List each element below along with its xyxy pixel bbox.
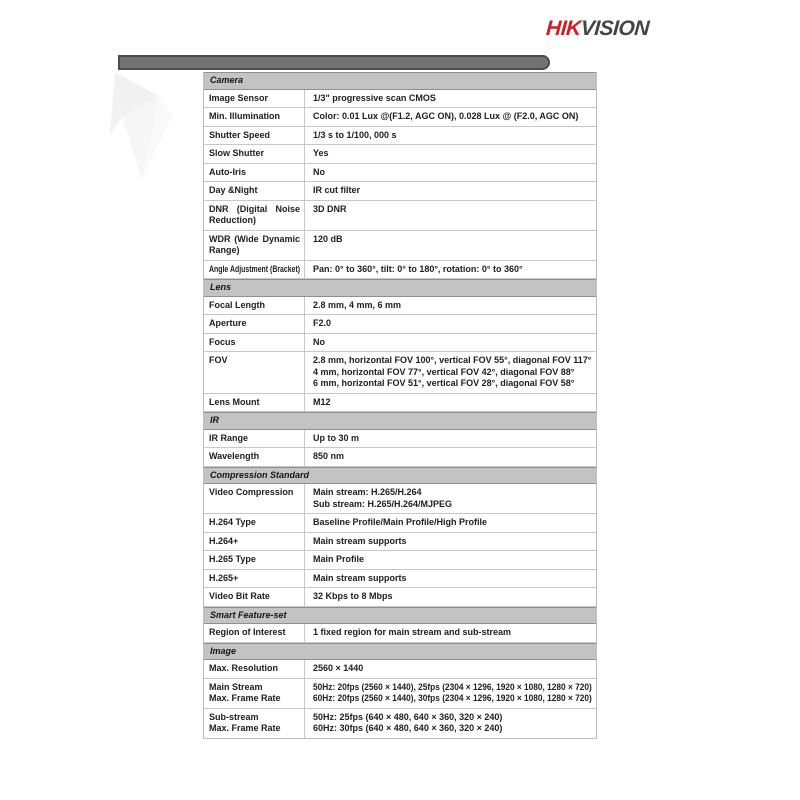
spec-value-line: 60Hz: 30fps (640 × 480, 640 × 360, 320 × 240) [313,723,503,733]
table-row [204,127,596,146]
spec-label [204,660,305,678]
section-header-image: Image [204,643,596,661]
spec-label-line: Slow Shutter [209,148,265,158]
section-header-ir: IR [204,412,596,430]
spec-value [305,352,596,393]
spec-value [305,660,596,678]
spec-label-line: Aperture [209,318,247,328]
table-row [204,624,596,643]
spec-label [204,352,305,393]
spec-label [204,570,305,588]
spec-label-line: IR Range [209,432,249,443]
spec-value [305,90,596,108]
table-row [204,334,596,353]
spec-value [305,551,596,569]
spec-label-line: Angle Adjustment (Bracket) [209,263,301,274]
spec-value [305,315,596,333]
spec-label-line: Lens Mount [209,396,260,407]
spec-value-line: 60Hz: 20fps (2560 × 1440), 30fps (2304 × 1296, 1920 × 1080, 1280 × 720) [313,693,592,703]
spec-label-line: Image Sensor [209,92,269,103]
spec-value-line: Main Profile [313,554,365,564]
spec-label-line: Max. Frame Rate [209,723,281,733]
spec-label [204,315,305,333]
spec-label-line: Main Stream [209,681,263,692]
table-row [204,551,596,570]
table-row [204,297,596,316]
table-row [204,570,596,589]
spec-label [204,533,305,551]
table-row [204,261,596,280]
spec-table [203,72,597,739]
spec-value-line: Color: 0.01 Lux @(F1.2, AGC ON), 0.028 Lux @ (F2.0, AGC ON) [313,111,579,121]
watermark-arrow [110,72,172,180]
spec-label: WDR (Wide Dynamic Range) [204,231,305,260]
spec-label [204,145,305,163]
spec-label-line: Focal Length [209,299,265,310]
spec-value-line: Yes [313,148,329,158]
spec-label [204,394,305,412]
spec-value-line: 1/3" progressive scan CMOS [313,92,436,103]
spec-value-line: Main stream supports [313,572,407,583]
spec-label [204,709,305,738]
spec-value-line: 4 mm, horizontal FOV 77°, vertical FOV 42°, diagonal FOV 88° [313,366,575,377]
spec-label [204,127,305,145]
spec-label [204,514,305,532]
spec-value [305,430,596,448]
spec-label [204,297,305,315]
spec-label-line: Focus [209,336,236,347]
spec-value-line: IR cut filter [313,185,361,195]
spec-label [204,334,305,352]
spec-label [204,182,305,200]
spec-label [204,624,305,642]
table-row [204,679,596,709]
spec-label-line: Wavelength [209,451,260,461]
spec-value-line: 6 mm, horizontal FOV 51°, vertical FOV 28°, diagonal FOV 58° [313,378,575,388]
table-row [204,164,596,183]
spec-value-line: 2560 × 1440 [313,663,364,673]
spec-value-line: F2.0 [313,318,332,328]
spec-value-line: 50Hz: 25fps (640 × 480, 640 × 360, 320 × 240) [313,711,503,722]
spec-label-line: Video Bit Rate [209,591,270,601]
spec-value-line: 1 fixed region for main stream and sub-stream [313,627,512,637]
spec-label-line: Video Compression [209,487,294,497]
spec-value-line: Main stream: H.265/H.264 [313,487,422,497]
spec-value [305,334,596,352]
section-header-camera: Camera [204,72,596,90]
spec-value [305,108,596,126]
spec-value [305,201,596,230]
spec-label [204,108,305,126]
spec-label [204,430,305,448]
header-divider-bar [118,55,550,70]
table-row [204,182,596,201]
spec-value-line: Up to 30 m [313,432,360,443]
spec-label [204,261,305,279]
spec-label-line: Max. Frame Rate [209,693,281,703]
spec-label [204,164,305,182]
spec-value [305,145,596,163]
spec-value [305,514,596,532]
table-row [204,430,596,449]
section-header-lens: Lens [204,279,596,297]
spec-value [305,164,596,182]
spec-label-line: FOV [209,355,228,365]
spec-label [204,679,305,708]
table-row [204,514,596,533]
table-row [204,231,596,261]
spec-value-line: 2.8 mm, horizontal FOV 100°, vertical FOV 55°, diagonal FOV 117° [313,355,592,365]
spec-value [305,182,596,200]
table-row [204,145,596,164]
spec-value-line: M12 [313,396,331,407]
spec-value [305,297,596,315]
spec-value [305,448,596,466]
spec-label-line: Min. Illumination [209,111,280,121]
spec-value [305,127,596,145]
spec-value [305,261,596,279]
spec-value [305,588,596,606]
spec-value-line: 50Hz: 20fps (2560 × 1440), 25fps (2304 × 1296, 1920 × 1080, 1280 × 720) [313,681,592,692]
spec-label [204,484,305,513]
spec-value-line: No [313,336,325,347]
spec-label-line: Sub-stream [209,711,259,722]
spec-label [204,588,305,606]
spec-label-line: H.265+ [209,572,239,583]
spec-value-line: No [313,166,325,177]
table-row [204,201,596,231]
section-header-smart-feature-set: Smart Feature-set [204,607,596,625]
spec-value-line: Sub stream: H.265/H.264/MJPEG [313,498,453,509]
spec-value-line: 850 nm [313,451,345,461]
table-row [204,394,596,413]
spec-value-line: 32 Kbps to 8 Mbps [313,591,393,601]
spec-label-line: Region of Interest [209,627,286,637]
spec-value-line: Main stream supports [313,535,407,546]
table-row [204,90,596,109]
spec-label-line: H.264 Type [209,517,256,527]
spec-value [305,484,596,513]
spec-label-line: Max. Resolution [209,663,279,673]
spec-value-line: Baseline Profile/Main Profile/High Profile [313,517,488,527]
hikvision-logo [545,17,650,43]
spec-label [204,448,305,466]
table-row [204,352,596,394]
section-header-compression-standard: Compression Standard [204,467,596,485]
spec-value [305,533,596,551]
table-row [204,448,596,467]
spec-label-line: H.264+ [209,535,239,546]
spec-label-line: H.265 Type [209,554,256,564]
table-row [204,660,596,679]
table-row [204,533,596,552]
table-row [204,709,596,738]
spec-label-line: Day &Night [209,185,258,195]
table-row [204,108,596,127]
logo-text-hik: HIK [545,17,582,40]
logo-text-vision: VISION [579,17,650,40]
spec-label-line: Auto-Iris [209,166,246,177]
spec-value [305,709,596,738]
spec-value [305,679,596,708]
spec-value [305,394,596,412]
spec-value [305,231,596,260]
spec-value-line: Pan: 0° to 360°, tilt: 0° to 180°, rotation: 0° to 360° [313,263,523,274]
spec-value-line: 3D DNR [313,203,347,214]
spec-label [204,90,305,108]
spec-value [305,570,596,588]
spec-value-line: 1/3 s to 1/100, 000 s [313,129,397,140]
spec-label: DNR (Digital Noise Reduction) [204,201,305,230]
spec-label [204,551,305,569]
spec-value-line: 120 dB [313,233,343,244]
table-row [204,315,596,334]
spec-value-line: 2.8 mm, 4 mm, 6 mm [313,299,402,310]
table-row [204,484,596,514]
spec-label-line: Shutter Speed [209,129,271,140]
table-row [204,588,596,607]
spec-value [305,624,596,642]
